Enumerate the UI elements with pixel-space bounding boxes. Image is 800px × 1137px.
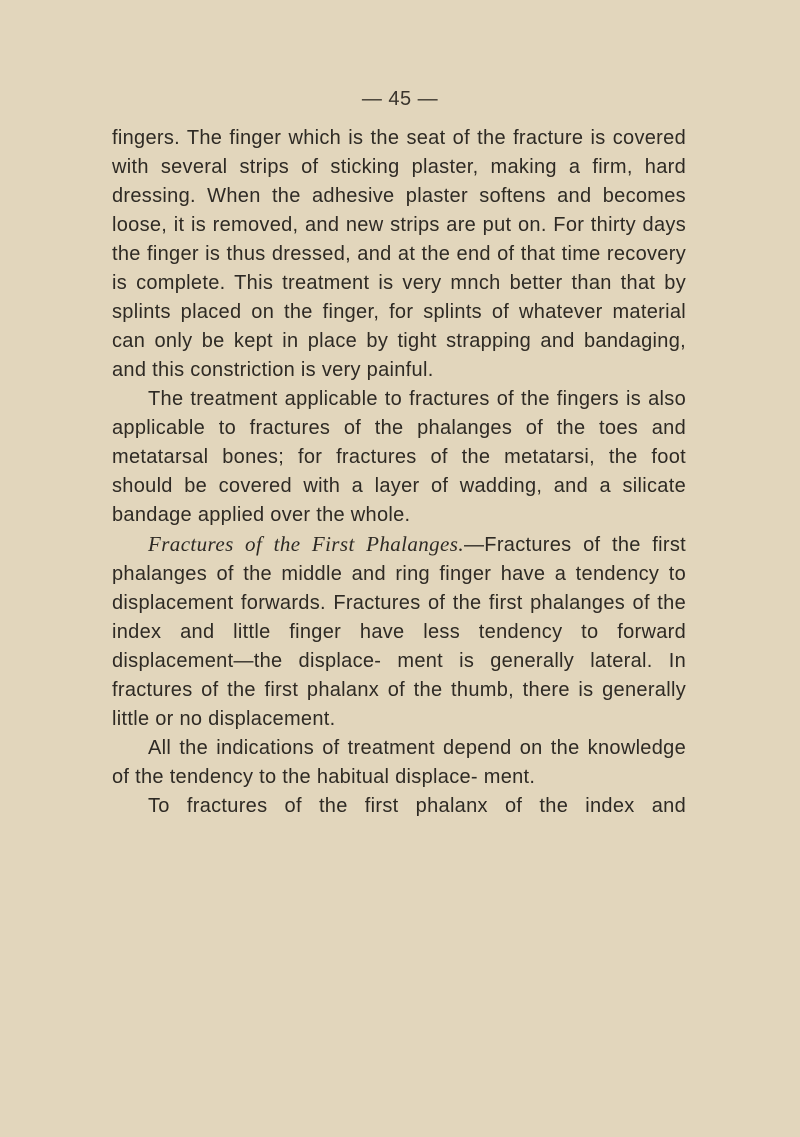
paragraph-first-phalanges	[112, 530, 686, 734]
paragraph-continuation: fingers. The finger which is the seat of the fracture is covered with several strips of sticking plaster, making a firm, hard dressing. When the adhesive plaster softens and becomes loose, it is removed, and new strips are put on. For thirty days the finger is thus dressed, and at the end of that time recovery is complete. This treatment is very mnch better than that by splints placed on the finger, for splints of whatever material can only be kept in place by tight strapping and bandaging, and this constriction is very painful.	[112, 127, 686, 381]
paragraph-treatment-applicable: The treatment applicable to fractures of the fingers is also applicable to fractures of the phalanges of the toes and metatarsal bones; for fractures of the metatarsi, the foot should be covered with a layer of wadding, and a silicate bandage applied over the whole.	[112, 388, 686, 526]
paragraph-first-phalanx-index: To fractures of the first phalanx of the index and	[148, 795, 686, 817]
paragraph-indications: All the indications of treatment depend on the knowledge of the tendency to the habitual displace- ment.	[112, 737, 686, 788]
body-text	[112, 124, 686, 821]
section-heading-first-phalanges: Fractures of the First Phalanges.	[148, 532, 464, 556]
paragraph-first-phalanges-body: —Fractures of the first phalanges of the middle and ring finger have a tendency to displacement forwards. Fractures of the first phalanges of the index and little finger have less tendency to forward displacement—the displace- ment is generally lateral. In fractures of the first phalanx of the thumb, there is generally little or no displacement.	[112, 534, 686, 730]
page-number: — 45 —	[361, 88, 439, 110]
